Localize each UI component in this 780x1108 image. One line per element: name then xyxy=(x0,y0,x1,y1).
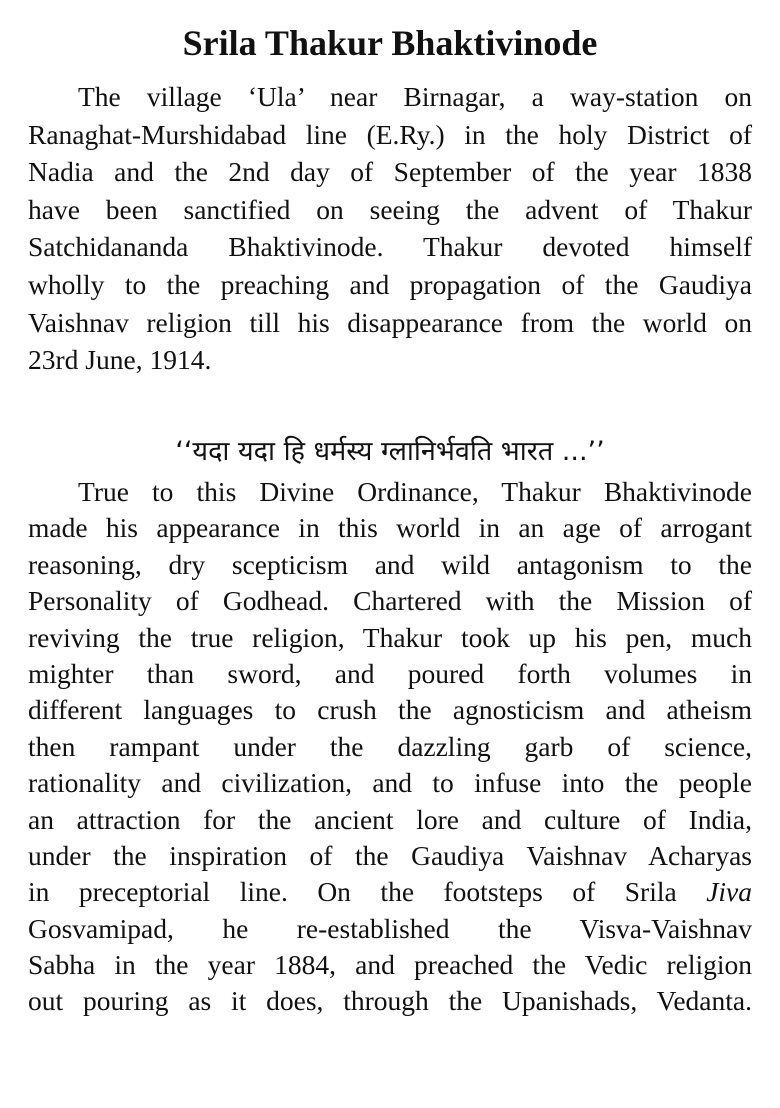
text-line: 23rd June, 1914. xyxy=(28,344,212,376)
text-line: rationality and civilization, and to infuse into the people xyxy=(28,767,752,799)
text-line: The village ‘Ula’ near Birnagar, a way-station on xyxy=(78,81,752,112)
text-line: Nadia and the 2nd day of September of the year 1838 xyxy=(28,156,752,188)
text-line: different languages to crush the agnosticism and atheism xyxy=(28,694,752,726)
text-line: wholly to the preaching and propagation of the Gaudiya xyxy=(28,268,752,300)
page-title: Srila Thakur Bhaktivinode xyxy=(182,23,598,63)
text-line: then rampant under the dazzling garb of science, xyxy=(28,730,752,762)
text-line: Personality of Godhead. Chartered with the Mission of xyxy=(28,585,752,617)
text-line: mighter than sword, and poured forth volumes in xyxy=(28,657,752,689)
text-line: Gosvamipad, he re-established the Visva-Vaishnav xyxy=(28,912,752,944)
text-line: Satchidananda Bhaktivinode. Thakur devoted himself xyxy=(28,231,752,263)
text-line: under the inspiration of the Gaudiya Vaishnav Acharyas xyxy=(28,839,752,871)
italic-word: Jiva xyxy=(706,876,752,908)
paragraph-advent xyxy=(28,78,752,379)
text-line xyxy=(28,874,752,910)
text-line: Vaishnav religion till his disappearance from the world on xyxy=(28,306,752,338)
text-line: made his appearance in this world in an age of arrogant xyxy=(28,512,752,544)
text-line: out pouring as it does, through the Upanishads, Vedanta. xyxy=(28,985,752,1017)
text-line: reviving the true religion, Thakur took up his pen, much xyxy=(28,621,752,653)
text-span: in preceptorial line. On the footsteps of Srila xyxy=(28,876,707,908)
text-line: Ranaghat-Murshidabad line (E.Ry.) in the holy District of xyxy=(28,118,752,150)
text-line: True to this Divine Ordinance, Thakur Bhaktivinode xyxy=(78,476,752,507)
text-line: have been sanctified on seeing the advent of Thakur xyxy=(28,193,752,225)
sanskrit-quote: ‘‘यदा यदा हि धर्मस्य ग्लानिर्भवति भारत ...’’ xyxy=(175,436,605,467)
paragraph-mission xyxy=(28,474,752,1020)
text-line: reasoning, dry scepticism and wild antagonism to the xyxy=(28,548,752,580)
text-line: an attraction for the ancient lore and culture of India, xyxy=(28,803,752,835)
text-line: Sabha in the year 1884, and preached the Vedic religion xyxy=(28,949,752,981)
